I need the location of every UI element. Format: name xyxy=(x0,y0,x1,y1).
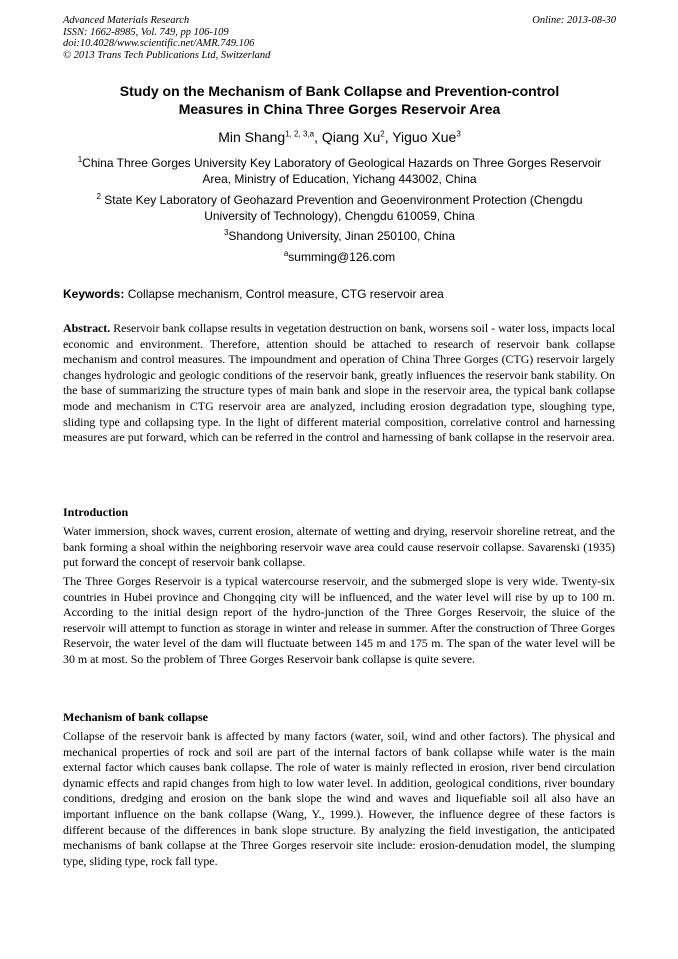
online-date: Online: 2013-08-30 xyxy=(532,15,616,26)
introduction-paragraph-1: Water immersion, shock waves, current erosion, alternate of wetting and drying, reservoir shoreline retreat, and the bank forming a shoal within the neighboring reservoir wave area could cause reservoir collapse. Savarenski (1935) put forward the concept of reservoir bank collapse. xyxy=(63,524,615,570)
affiliation-2 xyxy=(63,193,616,224)
keywords-label: Keywords: xyxy=(63,287,125,301)
keywords-text: Collapse mechanism, Control measure, CTG reservoir area xyxy=(124,287,444,301)
affiliation-1-line-1: China Three Gorges University Key Laboratory of Geological Hazards on Three Gorges Reservoir xyxy=(82,156,602,170)
affiliation-2-line-1: State Key Laboratory of Geohazard Prevention and Geoenvironment Protection (Chengdu xyxy=(100,193,583,207)
abstract-label: Abstract. xyxy=(63,321,111,335)
abstract-text: Reservoir bank collapse results in vegetation destruction on bank, worsens soil - water loss, impacts local economic and environment. Therefore, attention should be attached to research of reservoir bank collapse mechanism and control measures. The impoundment and operation of China Three Gorges (CTG) reservoir largely changes hydrologic and geologic conditions of the reservoir bank, greatly influences the reservoir bank stability. On the base of summarizing the structure types of main bank and slope in the reservoir area, the typical bank collapse mode and mechanism in CTG reservoir area are analyzed, including erosion degradation type, sloughing type, sliding type and collapsing type. In the light of different material composition, correlative control and harnessing measures are put forward, which can be referred in the control and harnessing of bank collapse in the reservoir area. xyxy=(63,321,615,445)
author-list xyxy=(63,128,616,146)
author-email xyxy=(63,250,616,266)
author-2-affil: 2 xyxy=(380,129,385,139)
author-3-affil: 3 xyxy=(456,129,461,139)
affiliation-3-number: 3 xyxy=(223,228,229,237)
mechanism-heading: Mechanism of bank collapse xyxy=(63,710,209,724)
affiliation-2-number: 2 xyxy=(96,192,101,201)
mechanism-paragraph-1: Collapse of the reservoir bank is affected by many factors (water, soil, wind and other factors). The physical and mechanical properties of rock and soil are part of the internal factors of bank collapse while water is the main external factor which causes bank collapse. The role of water is mainly reflected in erosion, river bend circulation dynamic effects and rapid changes from high to low water level. In addition, geological conditions, river boundary conditions, dredging and erosion on the bank slope the wind and waves and liquefiable soil all also have an important influence on the bank collapse (Wang, Y., 1999.). However, the influence degree of these factors is different because of the differences in bank slope structure. By analyzing the field investigation, the anticipated mechanisms of bank collapse at the Three Gorges reservoir site include: erosion-denudation model, the slumping type, sliding type, rock fall type. xyxy=(63,729,615,868)
title-line-1: Study on the Mechanism of Bank Collapse and Prevention-control xyxy=(119,83,560,99)
author-2: , Qiang Xu xyxy=(314,129,381,145)
keywords-line xyxy=(63,287,616,302)
author-3: , Yiguo Xue xyxy=(384,129,457,145)
email-address: summing@126.com xyxy=(288,250,396,264)
journal-header xyxy=(63,15,270,61)
introduction-paragraph-2: The Three Gorges Reservoir is a typical watercourse reservoir, and the submerged slope is very wide. Twenty-six countries in Hubei province and Chongqing city will be influenced, and the water level will rise by up to 100 m. According to the initial design report of the hydro-junction of the Three Gorges Reservoir, the sluice of the reservoir will attempt to function as storage in winter and release in summer. After the construction of Three Gorges Reservoir, the water level of the dam will fluctuate between 145 m and 175 m. The span of the water level will be 30 m at most. So the problem of Three Gorges Reservoir bank collapse is quite severe. xyxy=(63,574,615,666)
title-line-2: Measures in China Three Gorges Reservoir Area xyxy=(178,101,501,117)
affiliation-3 xyxy=(63,229,616,245)
affiliation-2-line-2: University of Technology), Chengdu 610059, China xyxy=(204,208,475,223)
doi-line: doi:10.4028/www.scientific.net/AMR.749.106 xyxy=(63,38,255,49)
affiliation-3-text: Shandong University, Jinan 250100, China xyxy=(228,229,456,243)
journal-name: Advanced Materials Research xyxy=(63,15,190,26)
affiliation-1 xyxy=(63,156,616,187)
copyright-line: © 2013 Trans Tech Publications Ltd, Switzerland xyxy=(63,49,271,61)
affiliation-1-number: 1 xyxy=(77,155,83,164)
introduction-heading: Introduction xyxy=(63,505,129,519)
affiliation-1-line-2: Area, Ministry of Education, Yichang 443002, China xyxy=(202,171,477,186)
author-1: Min Shang xyxy=(218,129,286,145)
abstract-paragraph xyxy=(63,321,615,446)
paper-title xyxy=(63,82,616,118)
email-marker: a xyxy=(283,249,289,258)
author-1-affil: 1, 2, 3,a xyxy=(285,129,315,139)
issn-line: ISSN: 1662-8985, Vol. 749, pp 106-109 xyxy=(63,26,229,38)
